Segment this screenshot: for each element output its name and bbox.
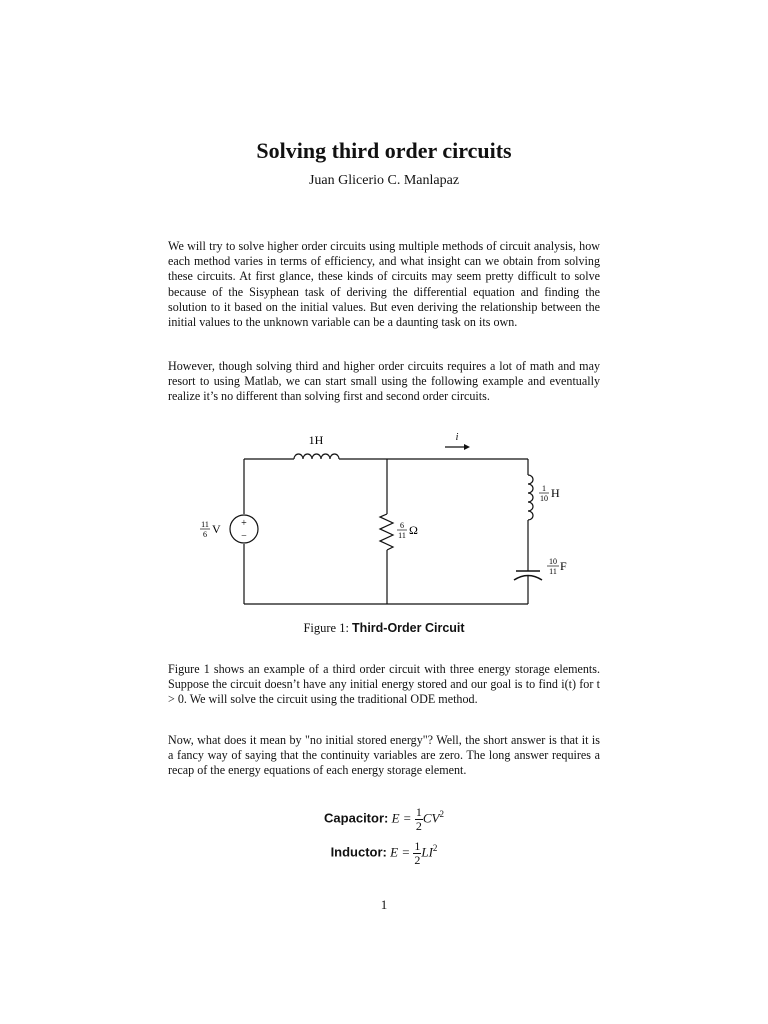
source-value-den: 6 (203, 530, 207, 539)
figure-caption (0, 621, 768, 636)
inductor-energy-equation (0, 840, 768, 867)
caption-title: Third-Order Circuit (352, 621, 465, 635)
capacitor-value-den: 11 (549, 567, 557, 576)
second-paragraph: However, though solving third and higher order circuits requires a lot of math and may resort to using Matlab, we can start small using the following example and eventually realize it’s no different than solving first and second order circuits. (168, 359, 600, 404)
inductor-exponent: 2 (432, 843, 438, 854)
inductor-equation-rhs: LI (421, 844, 433, 860)
author-name: Juan Glicerio C. Manlapaz (308, 173, 460, 188)
inductor2-value-num: 1 (542, 484, 546, 493)
capacitor-equation-rhs: CV (422, 810, 440, 826)
capacitor-fraction: $\frac{1}{2}$ (415, 805, 422, 833)
current-arrow-head (464, 444, 470, 450)
inductor-1h (294, 454, 339, 459)
inductor-equation-label: Inductor: (330, 844, 387, 860)
inductor-equation-lhs: E = (390, 844, 411, 860)
third-paragraph: Figure 1 shows an example of a third order circuit with three energy storage elements. Suppose the circuit doesn’t have any initial energy stored and our goal is to find i(t) for t > 0. We will solve the circuit using the traditional ODE method. (168, 662, 600, 707)
capacitor-equation-label: Capacitor: (324, 810, 389, 826)
capacitor-exponent: 2 (439, 809, 444, 820)
source-minus: − (241, 531, 247, 542)
capacitor-value-num: 10 (549, 557, 557, 566)
intro-paragraph: We will try to solve higher order circuits using multiple methods of circuit analysis, how each method varies in terms of efficiency, and what insight can we obtain from solving these circuits. At first glance, these kinds of circuits may seem pretty difficult to solve because of the Sisyphean task of deriving the differential equation and finding the solution to it based on the initial values. But even deriving the relationship between the initial values to the unknown variable can be a daunting task on its own. (168, 239, 600, 330)
fourth-paragraph: Now, what does it mean by "no initial stored energy"? Well, the short answer is that it is a fancy way of saying that the continuity variables are zero. The long answer requires a recap of the energy equations of each energy storage element. (168, 733, 600, 778)
inductor2-value-den: 10 (540, 494, 548, 503)
inductor1-label: 1H (308, 433, 324, 447)
resistor-value-den: 11 (398, 531, 406, 540)
page-number: 1 (380, 897, 388, 912)
resistor-unit: Ω (409, 523, 418, 537)
capacitor-unit: F (560, 559, 567, 573)
current-label: i (455, 432, 459, 443)
resistor-zigzag (380, 514, 393, 550)
capacitor-equation-lhs: E = (391, 810, 412, 826)
inductor-fraction: $\frac{1}{2}$ (414, 839, 421, 867)
inductor2-unit: H (551, 486, 560, 500)
document-title: Solving third order circuits (256, 138, 512, 163)
source-value-num: 11 (201, 520, 209, 529)
inductor-tenth-h (528, 475, 533, 520)
source-unit: V (212, 522, 221, 536)
source-plus: + (241, 518, 247, 529)
circuit-diagram (190, 425, 590, 615)
caption-prefix: Figure 1: (303, 621, 349, 635)
capacitor-energy-equation (0, 806, 768, 833)
resistor-value-num: 6 (400, 521, 404, 530)
